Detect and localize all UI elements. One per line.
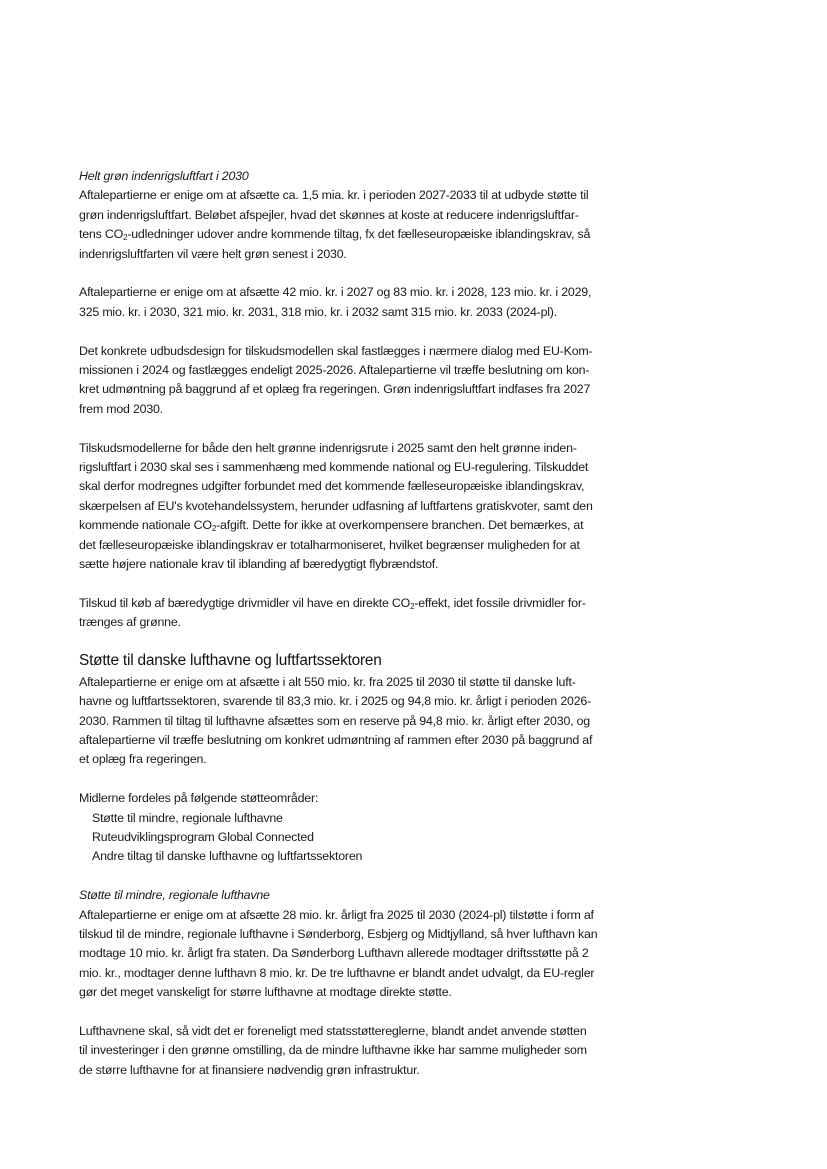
- text-line: Lufthavnene skal, så vidt det er foreneligt med statsstøttereglerne, blandt andet anvende støtten: [79, 1023, 587, 1038]
- paragraph-regional-airport-support: [79, 906, 619, 1003]
- text-line: de større lufthavne for at finansiere nødvendig grøn infrastruktur.: [79, 1062, 420, 1077]
- text-line: grøn indenrigsluftfart. Beløbet afspejler, hvad det skønnes at koste at reducere indenrigsluftfar-: [79, 207, 579, 222]
- list-item: Ruteudviklingsprogram Global Connected: [92, 829, 314, 844]
- paragraph-subsidy-models: [79, 439, 619, 575]
- text-line: skærpelsen af EU's kvotehandelssystem, herunder udfasning af luftfartens gratiskvoter, samt den: [79, 498, 593, 513]
- list-intro: Midlerne fordeles på følgende støtteområder:: [79, 791, 319, 806]
- paragraph-tender-design: [79, 342, 619, 420]
- document-content: [79, 167, 619, 1080]
- paragraph-annual-allocations: [79, 283, 619, 322]
- support-areas-block: [79, 789, 619, 867]
- text-line: tilskud til de mindre, regionale lufthavne i Sønderborg, Esbjerg og Midtjylland, så hver lufthavn kan: [79, 926, 598, 941]
- list-item: Støtte til mindre, regionale lufthavne: [92, 810, 283, 825]
- support-areas-list: [79, 809, 619, 867]
- text-line: Aftalepartierne er enige om at afsætte ca. 1,5 mia. kr. i perioden 2027-2033 til at udbyde støtte til: [79, 188, 589, 203]
- paragraph-green-domestic-funding: [79, 186, 619, 264]
- text-line: 325 mio. kr. i 2030, 321 mio. kr. 2031, 318 mio. kr. i 2032 samt 315 mio. kr. 2033 (2024-pl).: [79, 304, 557, 319]
- text-line: Aftalepartierne er enige om at afsætte 42 mio. kr. i 2027 og 83 mio. kr. i 2028, 123 mio. kr. i 2029,: [79, 285, 592, 300]
- text-line: missionen i 2024 og fastlægges endeligt 2025-2026. Aftalepartierne vil træffe beslutning om kon-: [79, 363, 590, 378]
- paragraph-airport-investments: [79, 1022, 619, 1080]
- subheading-green-domestic-aviation: Helt grøn indenrigsluftfart i 2030: [79, 169, 249, 183]
- text-line: Tilskud til køb af bæredygtige drivmidler vil have en direkte $CO_2$-effekt, idet fossile drivmidler for-: [79, 595, 586, 611]
- text-line: trænges af grønne.: [79, 615, 181, 630]
- text-line: Tilskudsmodellerne for både den helt grønne indenrigsrute i 2025 samt den helt grønne inden-: [79, 440, 577, 455]
- text-line: 2030. Rammen til tiltag til lufthavne afsættes som en reserve på 94,8 mio. kr. årligt efter 2030, og: [79, 713, 591, 728]
- text-line: havne og luftfartssektoren, svarende til 83,3 mio. kr. i 2025 og 94,8 mio. kr. årligt i perioden 2026-: [79, 694, 592, 709]
- text-line: sætte højere nationale krav til iblanding af bæredygtigt flybrændstof.: [79, 557, 439, 572]
- section-heading-airports: Støtte til danske lufthavne og luftfartssektoren: [79, 651, 382, 669]
- text-line: indenrigsluftfarten vil være helt grøn senest i 2030.: [79, 246, 347, 261]
- paragraph-sustainable-fuels: [79, 594, 619, 633]
- text-line: mio. kr., modtager denne lufthavn 8 mio. kr. De tre lufthavne er blandt andet udvalgt, da EU-regler: [79, 965, 595, 980]
- text-line: Aftalepartierne er enige om at afsætte 28 mio. kr. årligt fra 2025 til 2030 (2024-pl) tilstøtte i form af: [79, 907, 594, 922]
- text-line: Det konkrete udbudsdesign for tilskudsmodellen skal fastlægges i nærmere dialog med EU-Kom-: [79, 343, 593, 358]
- list-item: Andre tiltag til danske lufthavne og luftfartssektoren: [92, 849, 363, 864]
- text-line: det fælleseuropæiske iblandingskrav er totalharmoniseret, hvilket begrænser muligheden for at: [79, 537, 580, 552]
- text-line: aftalepartierne vil træffe beslutning om konkret udmøntning af rammen efter 2030 på baggrund af: [79, 732, 593, 747]
- text-line: gør det meget vanskeligt for større lufthavne at modtage direkte støtte.: [79, 985, 452, 1000]
- subheading-regional-airports: Støtte til mindre, regionale lufthavne: [79, 888, 270, 903]
- text-line: til investeringer i den grønne omstilling, da de mindre lufthavne ikke har samme muligheder som: [79, 1043, 587, 1058]
- text-line: tens $CO_2$-udledninger udover andre kommende tiltag, fx det fælleseuropæiske iblandingskrav, så: [79, 227, 591, 243]
- paragraph-airport-support: [79, 673, 619, 770]
- text-line: frem mod 2030.: [79, 401, 163, 416]
- text-line: kommende nationale $CO_2$-afgift. Dette for ikke at overkompensere branchen. Det bemærkes, at: [79, 518, 584, 534]
- text-line: et oplæg fra regeringen.: [79, 752, 207, 767]
- text-line: modtage 10 mio. kr. årligt fra staten. Da Sønderborg Lufthavn allerede modtager driftsstøtte på 2: [79, 946, 589, 961]
- text-line: skal derfor modregnes udgifter forbundet med det kommende fælleseuropæiske iblandingskrav,: [79, 479, 585, 494]
- text-line: rigsluftfart i 2030 skal ses i sammenhæng med kommende national og EU-regulering. Tilskuddet: [79, 460, 589, 475]
- text-line: Aftalepartierne er enige om at afsætte i alt 550 mio. kr. fra 2025 til 2030 til støtte til danske luft-: [79, 674, 576, 689]
- text-line: kret udmøntning på baggrund af et oplæg fra regeringen. Grøn indenrigsluftfart indfases fra 2027: [79, 382, 591, 397]
